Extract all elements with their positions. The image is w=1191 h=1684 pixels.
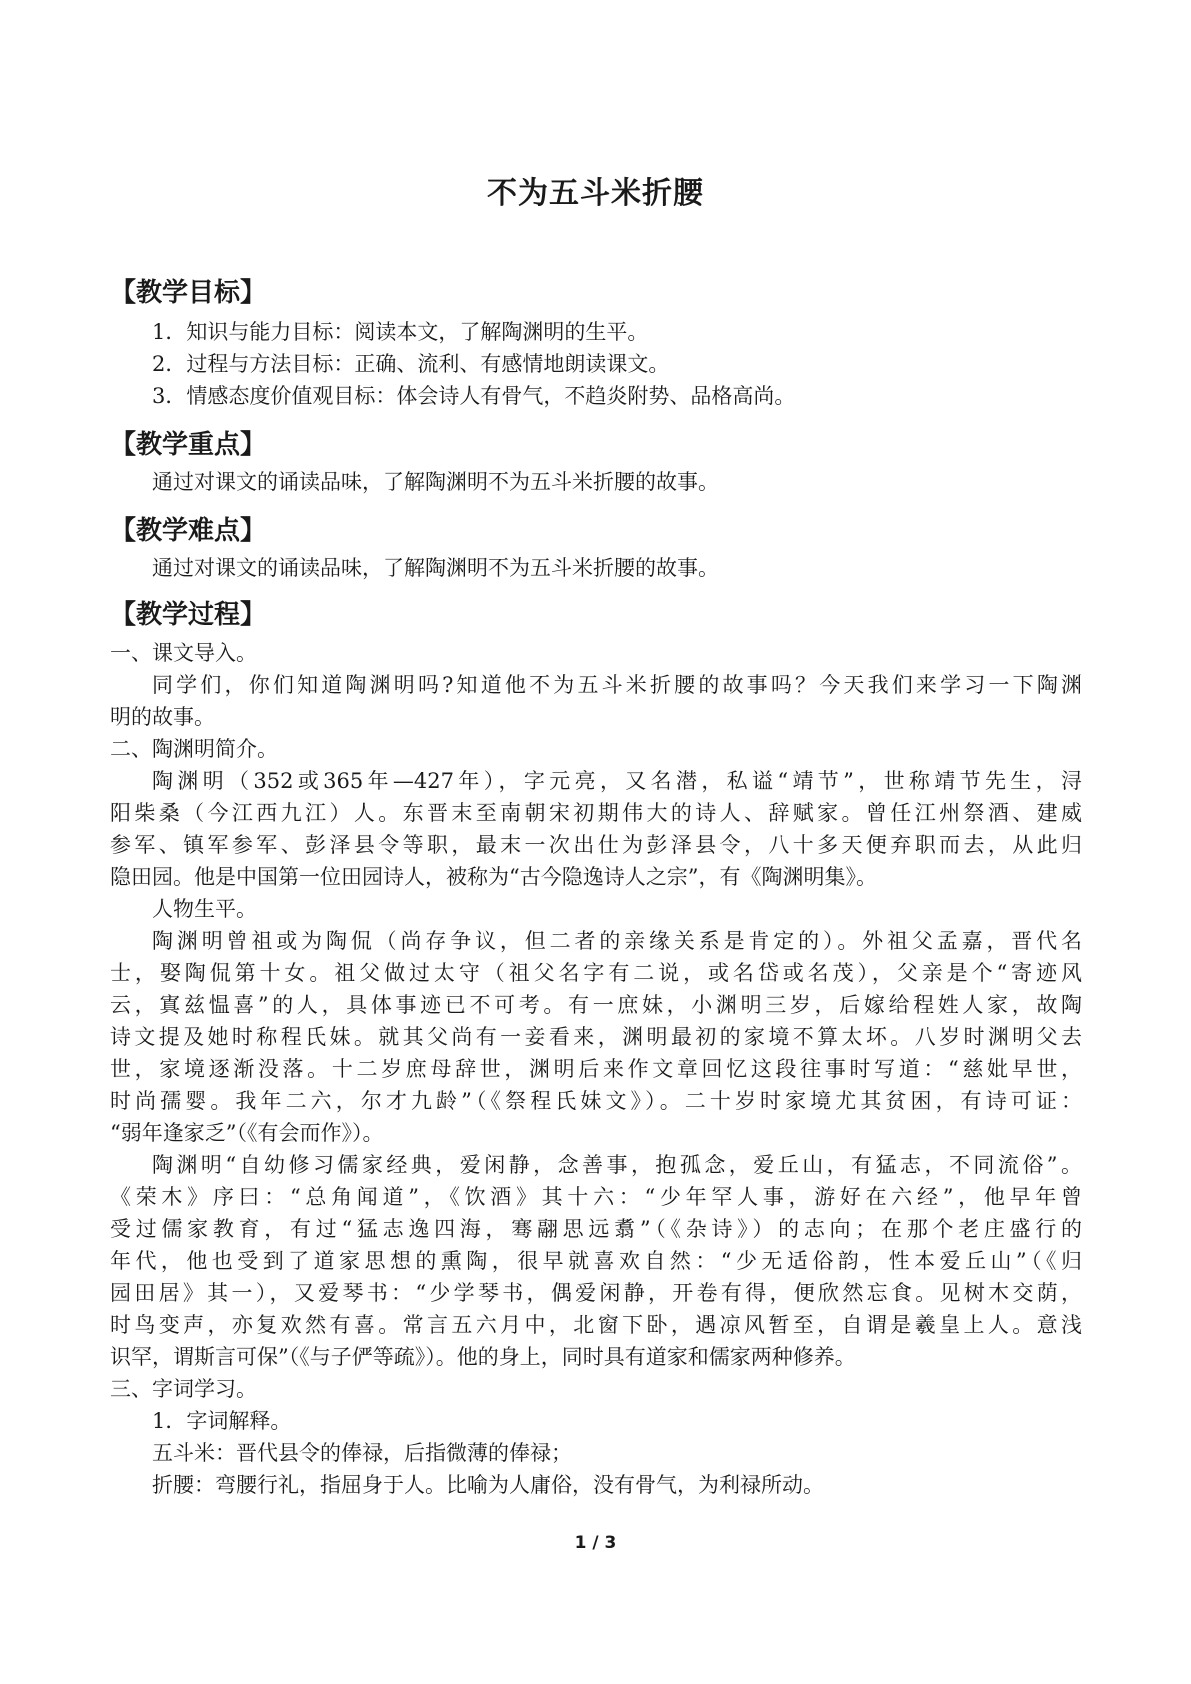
section-heading-process: 【教学过程】: [110, 600, 267, 630]
process-line: 五斗米：晋代县令的俸禄，后指微薄的俸禄；: [152, 1441, 572, 1465]
process-line: 参军、镇军参军、彭泽县令等职，最末一次出仕为彭泽县令，八十多天便弃职而去，从此归: [110, 833, 1082, 857]
section-heading-difficulties: 【教学难点】: [110, 516, 267, 546]
process-line: 时尚孺婴。我年二六，尔才九龄”（《祭程氏妹文》）。二十岁时家境尤其贫困，有诗可证：: [110, 1089, 1082, 1113]
process-line: 识罕，谓斯言可保”（《与子俨等疏》）。他的身上，同时具有道家和儒家两种修养。: [110, 1345, 856, 1369]
process-line: 时鸟变声，亦复欢然有喜。常言五六月中，北窗下卧，遇凉风暂至，自谓是羲皇上人。意浅: [110, 1313, 1082, 1337]
goal-item: 1．知识与能力目标：阅读本文，了解陶渊明的生平。: [152, 320, 649, 344]
process-line: 隐田园。他是中国第一位田园诗人，被称为“古今隐逸诗人之宗”，有《陶渊明集》。: [110, 865, 877, 889]
process-line: 三、字词学习。: [110, 1377, 257, 1401]
difficulties-text: 通过对课文的诵读品味，了解陶渊明不为五斗米折腰的故事。: [152, 556, 719, 580]
process-line: 园田居》其一），又爱琴书：“少学琴书，偶爱闲静，开卷有得，便欣然忘食。见树木交荫，: [110, 1281, 1082, 1305]
process-line: 士，娶陶侃第十女。祖父做过太守（祖父名字有二说，或名岱或名茂），父亲是个“寄迹风: [110, 961, 1082, 985]
process-line: 同学们，你们知道陶渊明吗?知道他不为五斗米折腰的故事吗？今天我们来学习一下陶渊: [152, 673, 1082, 697]
process-line: 年代，他也受到了道家思想的熏陶，很早就喜欢自然：“少无适俗韵，性本爱丘山”（《归: [110, 1249, 1082, 1273]
process-line: 世，家境逐渐没落。十二岁庶母辞世，渊明后来作文章回忆这段往事时写道：“慈妣早世，: [110, 1057, 1082, 1081]
process-line: 1．字词解释。: [152, 1409, 292, 1433]
section-heading-goals: 【教学目标】: [110, 278, 267, 308]
section-heading-key-points: 【教学重点】: [110, 430, 267, 460]
process-line: 诗文提及她时称程氏妹。就其父尚有一妾看来，渊明最初的家境不算太坏。八岁时渊明父去: [110, 1025, 1082, 1049]
page-number: 1 / 3: [574, 1533, 617, 1553]
process-line: 二、陶渊明简介。: [110, 737, 278, 761]
process-line: 陶渊明“自幼修习儒家经典，爱闲静，念善事，抱孤念，爱丘山，有猛志，不同流俗”。: [152, 1153, 1082, 1177]
process-line: 阳柴桑（今江西九江）人。东晋末至南朝宋初期伟大的诗人、辞赋家。曾任江州祭酒、建威: [110, 801, 1082, 825]
process-line: 陶渊明曾祖或为陶侃（尚存争议，但二者的亲缘关系是肯定的）。外祖父孟嘉，晋代名: [152, 929, 1082, 953]
goal-item: 2．过程与方法目标：正确、流利、有感情地朗读课文。: [152, 352, 670, 376]
process-line: 一、课文导入。: [110, 641, 257, 665]
process-line: “弱年逢家乏”（《有会而作》）。: [110, 1121, 384, 1145]
process-line: 折腰：弯腰行礼，指屈身于人。比喻为人庸俗，没有骨气，为利禄所动。: [152, 1473, 824, 1497]
goal-item: 3．情感态度价值观目标：体会诗人有骨气，不趋炎附势、品格高尚。: [152, 384, 796, 408]
key-points-text: 通过对课文的诵读品味，了解陶渊明不为五斗米折腰的故事。: [152, 470, 719, 494]
process-line: 受过儒家教育，有过“猛志逸四海，骞翮思远翥”（《杂诗》）的志向；在那个老庄盛行的: [110, 1217, 1082, 1241]
process-line: 人物生平。: [152, 897, 257, 921]
process-line: 云，寘兹愠喜”的人，具体事迹已不可考。有一庶妹，小渊明三岁，后嫁给程姓人家，故陶: [110, 993, 1082, 1017]
process-line: 明的故事。: [110, 705, 215, 729]
process-line: 陶渊明（352或365年—427年），字元亮，又名潜，私谥“靖节”，世称靖节先生，浔: [152, 769, 1082, 793]
process-line: 《荣木》序曰：“总角闻道”，《饮酒》其十六：“少年罕人事，游好在六经”，他早年曾: [110, 1185, 1082, 1209]
document-title: 不为五斗米折腰: [487, 176, 704, 211]
